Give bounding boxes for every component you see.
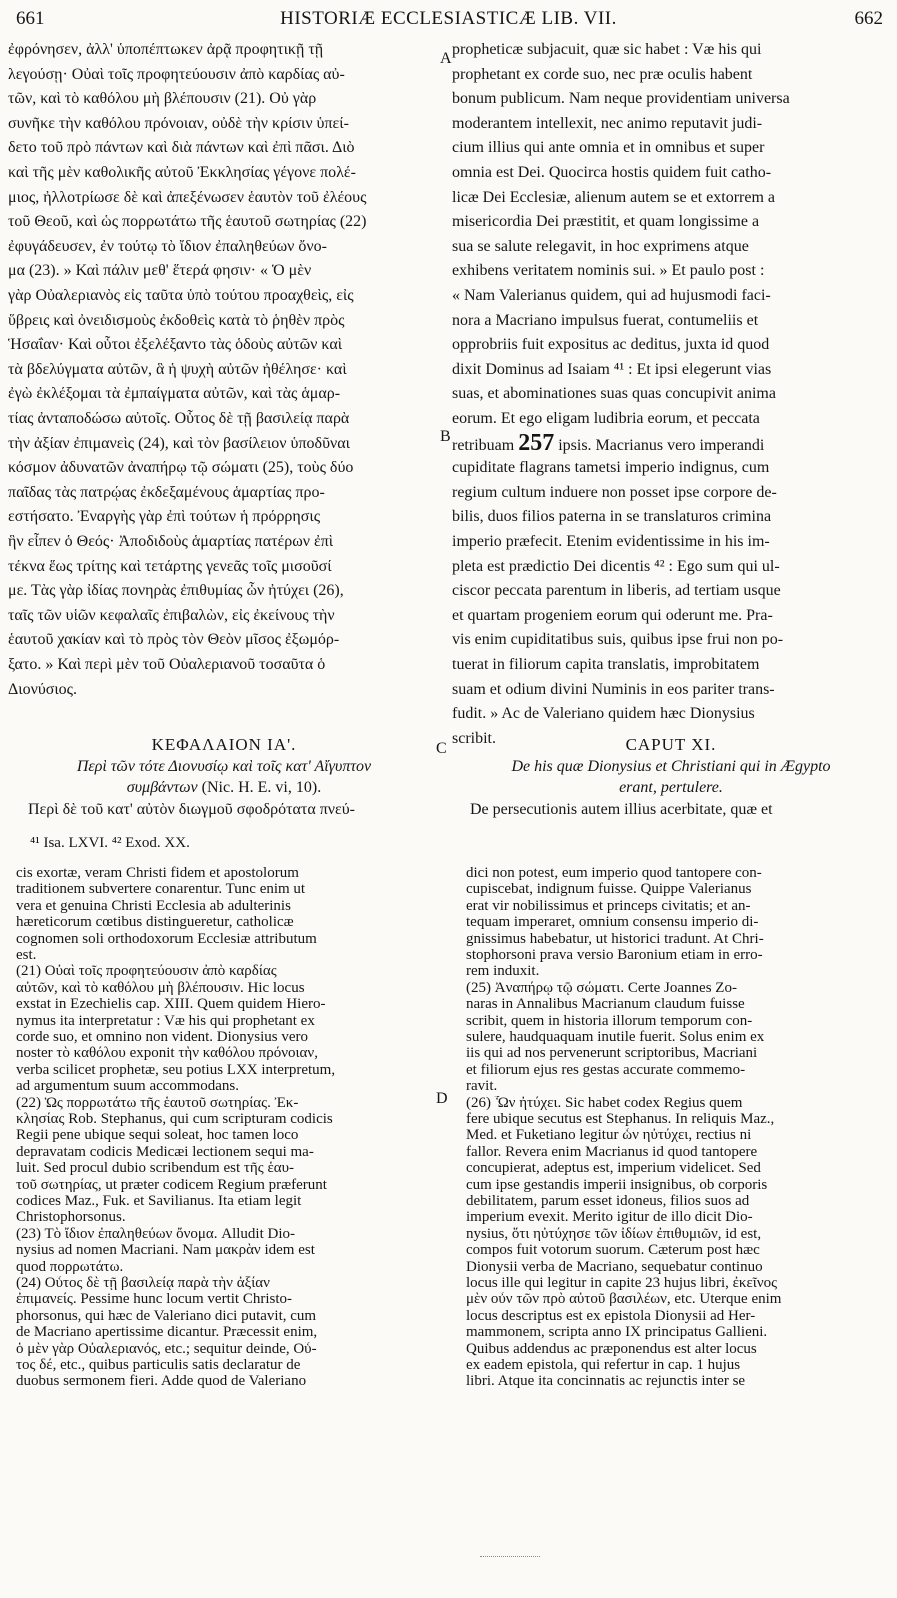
latin-line: imperio præfecit. Etenim evidentissime in his im- [452,533,770,550]
greek-line: ἑαυτοῦ χακίαν καὶ τὸ πρὸς τὸν Θεὸν μῖσος ἐξωμόρ- [8,631,340,649]
latin-line: vis enim cupiditatibus suis, quibus ipse frui non po- [452,631,784,649]
chapter-title-latin-1: De his quæ Dionysius et Christiani qui in Ægypto [511,758,831,775]
note-line: fallor. Revera enim Macrianus id quod tantopere [466,1144,758,1160]
note-line: fere ubique secutus est Stephanus. In reliquis Maz., [466,1112,775,1127]
greek-line: τῶν, καὶ τὸ καθόλου μὴ βλέπουσιν (21). Οὐ γὰρ [8,90,317,108]
latin-line: dixit Dominus ad Isaiam ⁴¹ : Et ipsi elegerunt vias [452,360,772,378]
note-line: Med. et Fuketiano legitur ὧν ηὐτύχει, rectius ni [466,1128,752,1144]
page-number-left: 661 [16,8,45,29]
greek-line: καὶ τῆς μὲν καθολικῆς αὐτοῦ Ἐκκλησίας γέγονε πολέ- [8,164,356,181]
greek-line: ἐγὼ ἐκλέξομαι τὰ ἐμπαίγματα αὐτῶν, καὶ τὰς ἁμαρ- [8,385,341,403]
greek-line: κόσμον ἀδυνατῶν ἀναπήρῳ τῷ σώματι (25), τοὺς δύο [8,459,354,477]
note-line: dici non potest, eum imperio quod tantopere con- [466,866,762,881]
chapter-title-greek-1: Περὶ τῶν τότε Διονυσίῳ καὶ τοῖς κατ' Αἴγυπτον [76,758,372,775]
note-line: luit. Sed procul dubio scribendum est τῆς ἑαυ- [16,1161,295,1177]
note-line: de Macriano apertissime dicantur. Præcessit enim, [16,1325,318,1341]
latin-line: sua se salute relegavit, in hoc exprimens atque [452,237,749,255]
page-bottom-mark [480,1556,540,1557]
latin-line: pleta est prædictio Dei dicentis ⁴² : Ego sum qui ul- [452,557,780,575]
note-line: nysius ad nomen Macriani. Nam μακρὰν idem est [16,1243,315,1259]
note-line: cupiscebat, indignum fuisse. Quippe Valerianus [466,882,752,898]
greek-line: συνῆκε τὴν καθόλου πρόνοιαν, οὐδὲ τὴν κρίσιν ὑπεί- [8,114,349,132]
note-line: quod πορρωτάτω. [16,1259,124,1275]
chapter-body-latin: De persecutionis autem illius acerbitate, quæ et [470,801,773,818]
note-line: αὐτῶν, καὶ τὸ καθόλου μὴ βλέπουσιν. Hic locus [16,980,305,996]
note-line: gnissimus habebatur, ut historici tradunt. At Chri- [466,931,764,947]
note-line: et filiorum ejus res gestas accurate commemo- [466,1062,746,1078]
note-line: exstat in Ezechielis cap. XIII. Quem quidem Hiero- [16,997,326,1013]
note-line: phorsonus, qui hæc de Valeriano dici putavit, cum [16,1308,317,1324]
greek-line: Ἡσαΐαν· Καὶ οὗτοι ἐξελέξαντο τὰς ὁδοὺς αὐτῶν καὶ [8,336,342,354]
note-line: (24) Οὗτος δὲ τῇ βασιλείᾳ παρὰ τὴν ἀξίαν [16,1276,270,1291]
note-line: locus descriptus est ex epistola Dionysii ad Her- [466,1308,756,1324]
note-line: verba scilicet prophetæ, seu potius LXX interpretum, [16,1062,336,1078]
latin-line: licæ Dei Ecclesiæ, alienum autem se et extorrem a [452,188,775,206]
note-line: iis qui ad nos pervenerunt scriptoribus, Macriani [466,1046,758,1062]
note-line: locus ille qui legitur in capite 23 hujus libri, ἐκεῖνος [466,1276,778,1291]
latin-line: ciscor peccata parentum in liberis, ad tertiam usque [452,582,781,600]
greek-line: με. Τὰς γὰρ ἰδίας πονηρὰς ἐπιθυμίας ὧν ἠτύχει (26), [8,582,344,600]
greek-line: παῖδας τὰς πατρῴας ἐκδεξαμένους ἁμαρτίας προ- [8,483,325,501]
latin-line: moderantem intellexit, nec animo reputavit judi- [452,114,763,132]
note-line: Christophorsonus. [16,1210,126,1226]
note-line: compos fuit votorum suorum. Cæterum post hæc [466,1243,760,1259]
greek-line: μιος, ἠλλοτρίωσε δὲ καὶ ἀπεξένωσεν ἑαυτὸν τοῦ ἐλέους [8,188,367,206]
note-line: concupierat, adeptus est, imperium videlicet. Sed [466,1161,761,1177]
running-header [0,8,897,34]
margin-letter-b: B [440,428,451,445]
note-line: cis exortæ, veram Christi fidem et apostolorum [16,866,299,881]
note-line: sulere, haudquaquam inutile fuerit. Solus enim ex [466,1030,765,1045]
chapter-title-greek-2-text: συμβάντων [126,779,198,796]
footnotes: ⁴¹ Isa. LXVI. ⁴² Exod. XX. [30,835,190,851]
latin-line: fudit. » Ac de Valeriano quidem hæc Dionysius [452,705,755,723]
chapter-heading-latin: CAPUT XI. [625,735,717,754]
note-line: imperium evexit. Merito igitur de illo dicit Dio- [466,1210,753,1226]
note-line: Dionysii verba de Macriano, sequebatur continuo [466,1259,763,1275]
line-text: ipsis. Macrianus vero imperandi [554,436,765,454]
note-line: (26) Ὧν ἠτύχει. Sic habet codex Regius quem [466,1095,743,1111]
latin-line: opprobriis fuit expositus ac deditus, juxta id quod [452,336,770,354]
greek-line: τίας ἀνταποδώσω αὐτοῖς. Οὗτος δὲ τῇ βασιλείᾳ παρὰ [8,410,350,427]
greek-line: ταῖς τῶν υἱῶν κεφαλαῖς ἐπιβαλὼν, εἰς ἐκείνους τὴν [8,606,335,624]
note-line: ex eadem epistola, qui refertur in cap. 1 hujus [466,1358,741,1373]
chapter-ref-greek: (Nic. H. E. vi, 10). [197,779,322,796]
note-line: libri. Atque ita concinnatis ac rejunctis inter se [466,1374,746,1390]
latin-line: suam et odium divini Numinis in eos pariter trans- [452,680,775,698]
margin-letter-a: A [440,50,452,67]
note-line: μὲν οὖν τῶν πρὸ αὐτοῦ βασιλέων, etc. Uterque enim [466,1292,782,1308]
note-line: noster τὸ καθόλου exponit τὴν καθόλου πρόνοιαν, [16,1046,318,1062]
chapter-title-latin-2: erant, pertulere. [619,779,723,796]
latin-line: cupiditate flagrans tametsi imperio indignus, cum [452,459,770,477]
latin-line: nora a Macriano impulsus fuerat, contumeliis et [452,311,759,329]
note-line: corde suo, et omnino non vident. Dionysius vero [16,1030,309,1045]
greek-line: ἣν εἶπεν ὁ Θεός· Ἀποδιδοὺς ἁμαρτίας πατέρων ἐπὶ [8,533,334,550]
note-line: codices Maz., Fuk. et Savilianus. Ita etiam legit [16,1194,302,1209]
note-line: τοῦ σωτηρίας, ut præter codicem Regium præferunt [16,1177,327,1193]
note-line: hæreticorum cœtibus distingueretur, catholicæ [16,915,294,931]
note-line: nysius, ὅτι ηὐτύχησε τῶν ἰδίων ἐπιθυμιῶν, id est, [466,1226,762,1242]
latin-line: cium illius qui ante omnia et in omnibus et super [452,139,765,157]
chapter-body-greek: Περὶ δὲ τοῦ κατ' αὐτὸν διωγμοῦ σφοδρότατα πνεύ- [28,801,355,818]
note-line: duobus sermonem fieri. Adde quod de Valeriano [16,1374,307,1390]
greek-line: ἐφυγάδευσεν, ἐν τούτῳ τὸ ἴδιον ἐπαληθεύων ὄνο- [8,237,327,255]
note-line: Quibus addendus ac præponendus est alter locus [466,1341,757,1357]
note-line: (25) Ἀναπήρῳ τῷ σώματι. Certe Joannes Zo- [466,980,737,996]
greek-line: ὕβρεις καὶ ὀνειδισμοὺς ἐκδοθεὶς κατὰ τὸ ῥηθὲν πρὸς [8,311,345,329]
margin-letter-c: C [436,740,447,757]
greek-line: λεγούσῃ· Οὐαὶ τοῖς προφητεύουσιν ἀπὸ καρδίας αὐ- [8,65,345,83]
greek-line: μα (23). » Καὶ πάλιν μεθ' ἕτερά φησιν· « Ὁ μὲν [8,262,312,280]
note-line: mammonem, scripta anno IX principatus Gallieni. [466,1325,768,1341]
note-line: (22) Ὡς πορρωτάτω τῆς ἑαυτοῦ σωτηρίας. Ἐκ- [16,1095,299,1111]
latin-line: bilis, duos filios paterna in se translaturos crimina [452,508,772,526]
note-line: vera et genuina Christi Ecclesia ab adulterinis [16,898,291,914]
note-line: stophorsoni prava versio Baronium etiam in erro- [466,948,763,963]
note-line: ὁ μὲν γὰρ Οὐαλεριανός, etc.; sequitur deinde, Οὗ- [16,1341,317,1357]
greek-line: ἐφρόνησεν, ἀλλ' ὑποπέπτωκεν ἀρᾷ προφητικῇ τῇ [8,41,324,58]
note-line: erat vir nobilissimus et princeps civitatis; et an- [466,898,751,914]
note-line: nymus ita interpretatur : Væ his qui prophetant ex [16,1013,315,1029]
latin-line: suas, et abominationes suas quas concupivit anima [452,385,776,403]
note-line: traditionem subvertere conarentur. Tunc enim ut [16,882,306,898]
note-line: depravatam codicis Medicæi lectionem sequi ma- [16,1144,314,1160]
note-line: cognomen soli orthodoxorum Ecclesiæ attributum [16,931,317,947]
note-line: cum ipse gestandis imperii insignibus, ob corporis [466,1177,768,1193]
note-line: ἐπιμανείς. Pessime hunc locum vertit Christo- [16,1292,293,1308]
page-number-right: 662 [854,8,883,29]
note-line: scribit, quem in historia illorum temporum con- [466,1013,753,1029]
latin-line: exhibens veritatem nominis sui. » Et paulo post : [452,262,765,280]
latin-line: regium cultum induere non posset ipse corpore de- [452,483,777,501]
latin-line: bonum publicum. Nam neque providentiam universa [452,90,790,108]
line-text: retribuam [452,436,519,454]
greek-line: εστήσατο. Ἐναργὴς γὰρ ἐπὶ τούτων ἡ πρόρρησις [8,508,321,526]
greek-line: δετο τοῦ πρὸ πάντων καὶ διὰ πάντων καὶ ἐπὶ πᾶσι. Διὸ [8,139,355,157]
latin-line: tuerat in filiorum capita translatis, improbitatem [452,656,760,673]
running-title: HISTORIÆ ECCLESIASTICÆ LIB. VII. [280,8,617,29]
greek-line: τὰ βδελύγματα αὐτῶν, ἃ ἡ ψυχὴ αὐτῶν ἠθέλησε· καὶ [8,360,347,378]
margin-letter-d: D [436,1090,448,1107]
latin-line: propheticæ subjacuit, quæ sic habet : Væ his qui [452,41,762,58]
note-line: est. [16,948,37,963]
latin-line: misericordia Dei præstitit, et quam longissime a [452,213,760,231]
note-line: κλησίας Rob. Stephanus, qui cum scripturam codicis [16,1112,333,1127]
note-line: rem induxit. [466,964,540,980]
latin-line: « Nam Valerianus quidem, qui ad hujusmodi faci- [452,287,771,304]
latin-line: et quartam progeniem eorum qui oderunt me. Pra- [452,606,773,624]
latin-line: scribit. [452,729,496,747]
latin-line [452,432,890,457]
chapter-heading-greek: ΚΕΦΑΛΑΙΟΝ ΙΑ'. [151,735,297,754]
latin-line: omnia est Dei. Quocirca hostis quidem fuit catho- [452,164,772,181]
note-line: Regii pene ubique sequi soleat, hoc tamen loco [16,1128,299,1144]
greek-line: γὰρ Οὐαλεριανὸς εἰς ταῦτα ὑπὸ τούτου προαχθεὶς, εἰς [8,287,354,304]
greek-line: ξατο. » Καὶ περὶ μὲν τοῦ Οὐαλεριανοῦ τοσαῦτα ὁ [8,656,326,673]
note-line: (21) Οὐαὶ τοῖς προφητεύουσιν ἀπὸ καρδίας [16,964,277,980]
greek-line: τέκνα ἕως τρίτης καὶ τετάρτης γενεᾶς τοῖς μισοῦσί [8,557,332,575]
note-line: (23) Τὸ ἴδιον ἐπαληθεύων ὄνομα. Alludit Dio- [16,1226,296,1242]
note-line: τος δέ, etc., quibus particulis satis declaratur de [16,1358,301,1373]
chapter-title-greek-2 [8,776,440,799]
note-line: debilitatem, parum esset idoneus, filios suos ad [466,1194,750,1209]
latin-line: eorum. Et ego eligam ludibria eorum, et peccata [452,410,760,427]
note-line: naras in Annalibus Macrianum claudum fuisse [466,997,745,1013]
note-line: tequam imperaret, omnium consensu imperio di- [466,915,759,931]
greek-line: Διονύσιος. [8,680,78,698]
note-line: ravit. [466,1079,498,1095]
latin-line: prophetant ex corde suo, nec præ oculis habent [452,65,753,83]
column-number-257: 257 [518,431,555,456]
greek-line: τὴν ἀξίαν ἐπιμανεὶς (24), καὶ τὸν βασίλειον ὑποδῦναι [8,434,350,452]
note-line: ad argumentum suum accommodans. [16,1079,240,1095]
greek-line: τοῦ Θεοῦ, καὶ ὡς πορρωτάτω τῆς ἑαυτοῦ σωτηρίας (22) [8,213,367,231]
